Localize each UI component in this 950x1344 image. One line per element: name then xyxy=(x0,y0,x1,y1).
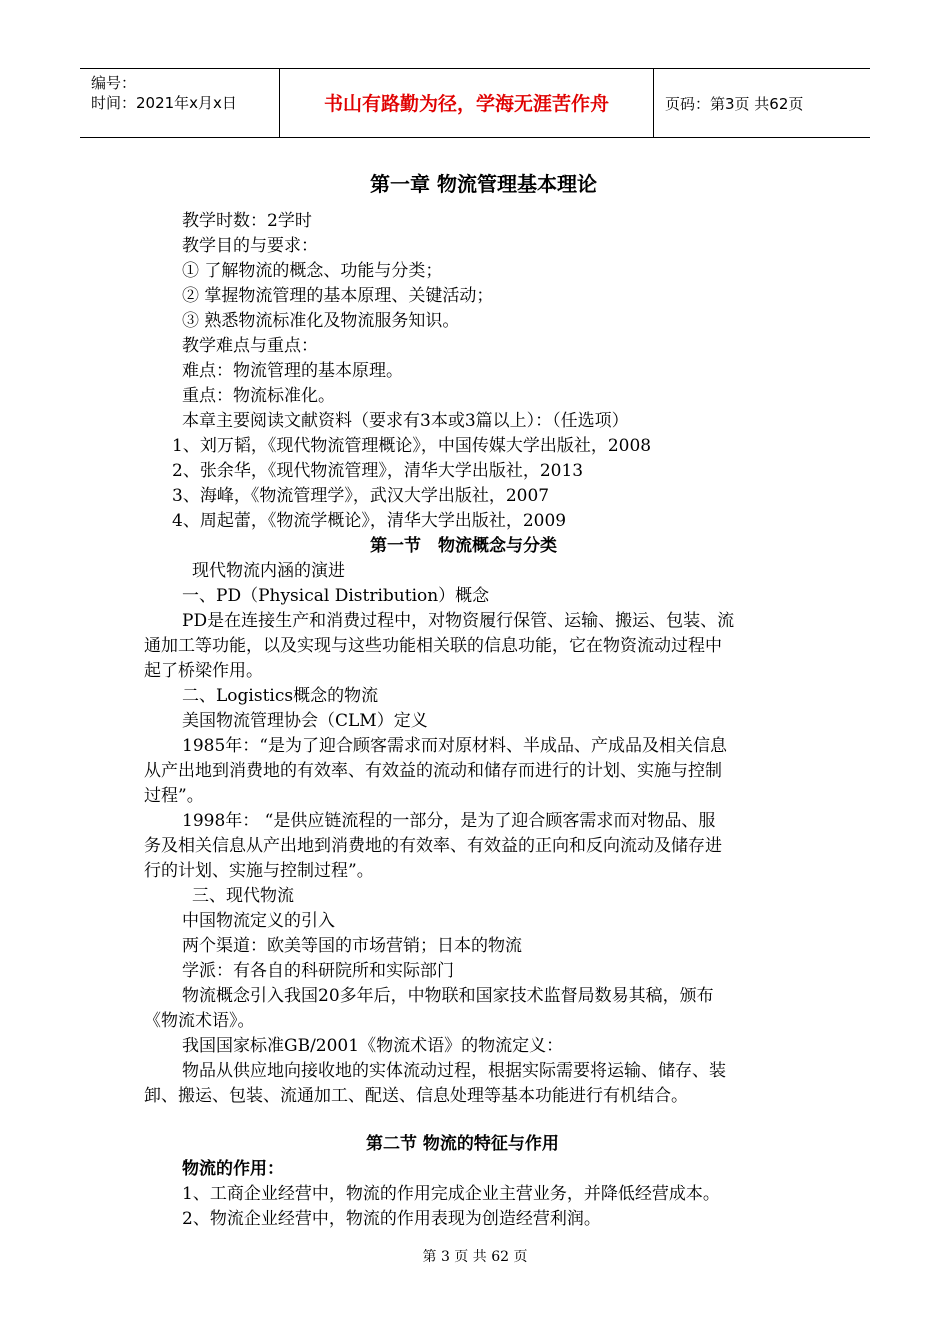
paragraph-line: 两个渠道：欧美等国的市场营销；日本的物流 xyxy=(182,936,522,956)
header-meta xyxy=(91,73,237,113)
paragraph-line: 通加工等功能，以及实现与这些功能相关联的信息功能，它在物资流动过程中 xyxy=(144,636,722,656)
paragraph-line: 我国国家标准GB/2001《物流术语》的物流定义： xyxy=(182,1036,564,1056)
paragraph-line: 2、物流企业经营中，物流的作用表现为创造经营利润。 xyxy=(182,1209,601,1229)
header-divider xyxy=(653,69,654,137)
reference-item: 1、刘万韬，《现代物流管理概论》，中国传媒大学出版社，2008 xyxy=(172,436,652,456)
paragraph-line: 学派：有各自的科研院所和实际部门 xyxy=(182,961,454,981)
paragraph-line: 美国物流管理协会（CLM）定义 xyxy=(182,711,428,731)
paragraph-line: 中国物流定义的引入 xyxy=(182,911,335,931)
paragraph-line: 二、Logistics概念的物流 xyxy=(182,686,379,706)
reference-item: 3、海峰，《物流管理学》，武汉大学出版社，2007 xyxy=(172,486,550,506)
paragraph-line: 从产出地到消费地的有效率、有效益的流动和储存而进行的计划、实施与控制 xyxy=(144,761,722,781)
paragraph-line: 一、PD（Physical Distribution）概念 xyxy=(182,586,490,606)
header-motto: 书山有路勤为径，学海无涯苦作舟 xyxy=(323,93,609,115)
paragraph-line: 1998年： “是供应链流程的一部分，是为了迎合顾客需求而对物品、服 xyxy=(182,811,716,831)
page-header xyxy=(80,68,870,138)
goal-item: ② 掌握物流管理的基本原理、关键活动； xyxy=(182,286,494,306)
difficulty: 难点：物流管理的基本原理。 xyxy=(182,361,403,381)
header-page-info: 页码：第3页 共62页 xyxy=(665,95,804,113)
paragraph-line: 现代物流内涵的演进 xyxy=(192,561,345,581)
reading-label: 本章主要阅读文献资料（要求有3本或3篇以上）：（任选项） xyxy=(182,411,629,431)
difficulty-label: 教学难点与重点： xyxy=(182,336,318,356)
goals-label: 教学目的与要求： xyxy=(182,236,318,256)
paragraph-line: 过程”。 xyxy=(144,786,204,806)
reference-item: 2、张余华，《现代物流管理》，清华大学出版社，2013 xyxy=(172,461,584,481)
reference-item: 4、周起蕾，《物流学概论》，清华大学出版社，2009 xyxy=(172,511,567,531)
time-label: 时间：2021年x月x日 xyxy=(91,94,237,112)
paragraph-line: 物品从供应地向接收地的实体流动过程，根据实际需要将运输、储存、装 xyxy=(182,1061,726,1081)
section-title: 第二节 物流的特征与作用 xyxy=(366,1134,559,1154)
goal-item: ③ 熟悉物流标准化及物流服务知识。 xyxy=(182,311,460,331)
paragraph-line: 起了桥梁作用。 xyxy=(144,661,263,681)
section-title: 第一节 物流概念与分类 xyxy=(370,536,557,556)
teaching-hours: 教学时数：2学时 xyxy=(182,211,312,231)
paragraph-line: 物流概念引入我国20多年后，中物联和国家技术监督局数易其稿，颁布 xyxy=(182,986,714,1006)
paragraph-line: 行的计划、实施与控制过程”。 xyxy=(144,861,374,881)
key-point: 重点：物流标准化。 xyxy=(182,386,335,406)
paragraph-line: 务及相关信息从产出地到消费地的有效率、有效益的正向和反向流动及储存进 xyxy=(144,836,722,856)
paragraph-line: 卸、搬运、包装、流通加工、配送、信息处理等基本功能进行有机结合。 xyxy=(144,1086,688,1106)
subheading: 物流的作用： xyxy=(182,1159,284,1179)
paragraph-line: 三、现代物流 xyxy=(192,886,294,906)
paragraph-line: PD是在连接生产和消费过程中，对物资履行保管、运输、搬运、包装、流 xyxy=(182,611,735,631)
goal-item: ① 了解物流的概念、功能与分类； xyxy=(182,261,443,281)
page-footer: 第 3 页 共 62 页 xyxy=(422,1249,528,1265)
paragraph-line: 1985年：“是为了迎合顾客需求而对原材料、半成品、产成品及相关信息 xyxy=(182,736,727,756)
number-label: 编号： xyxy=(91,74,137,92)
paragraph-line: 《物流术语》。 xyxy=(144,1011,255,1031)
paragraph-line: 1、工商企业经营中，物流的作用完成企业主营业务，并降低经营成本。 xyxy=(182,1184,720,1204)
chapter-title: 第一章 物流管理基本理论 xyxy=(370,172,597,196)
